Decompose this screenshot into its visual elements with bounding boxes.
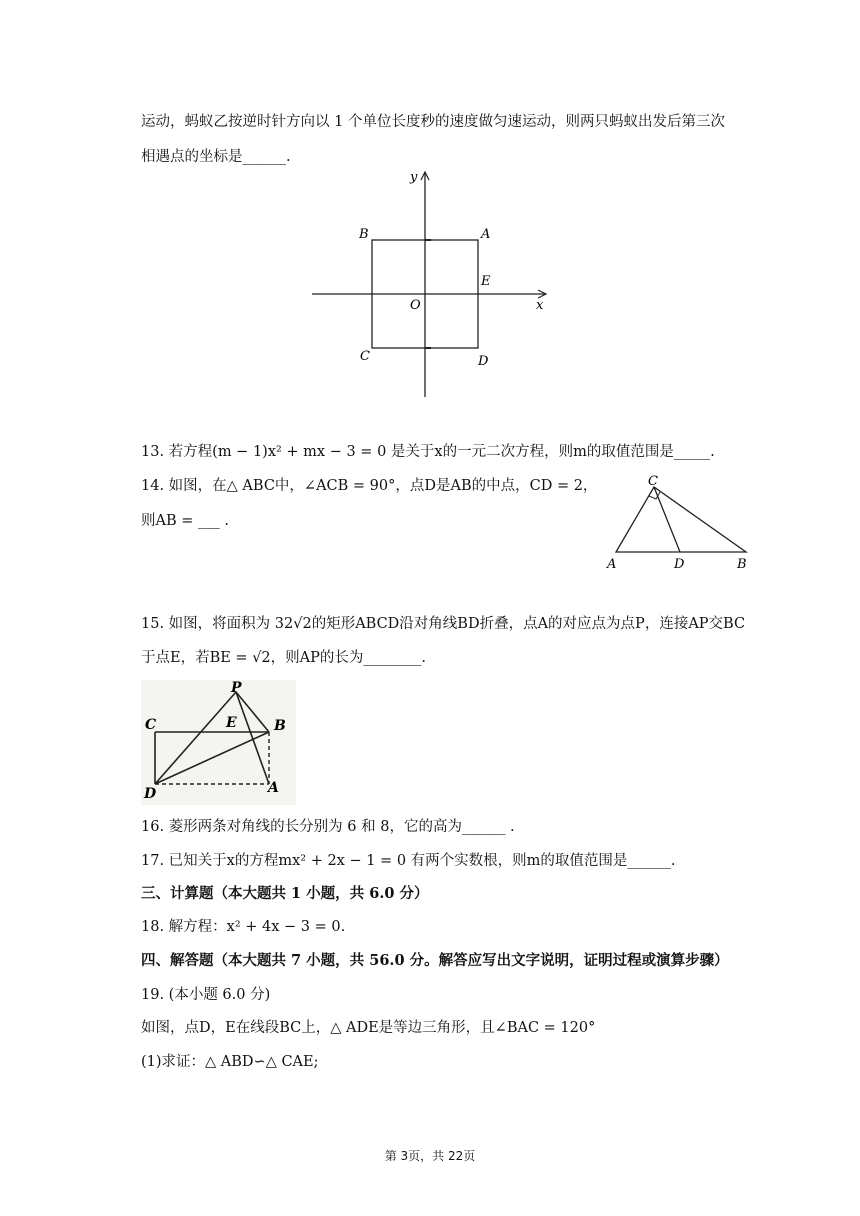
label-d: D: [674, 557, 685, 572]
question-19-part1: (1)求证：△ ABD∽△ CAE;: [141, 1054, 319, 1070]
question-14-cont: 则AB = ___ .: [141, 513, 229, 529]
page-footer: 第 3页，共 22页: [384, 1149, 476, 1163]
triangle-figure: [600, 475, 760, 575]
label-e: E: [226, 715, 237, 731]
question-17: 17. 已知关于x的方程mx² + 2x − 1 = 0 有两个实数根，则m的取值范围是______.: [141, 853, 676, 869]
label-b: B: [737, 557, 747, 572]
label-a: A: [607, 557, 617, 572]
question-18: 18. 解方程：x² + 4x − 3 = 0.: [141, 919, 346, 935]
label-p: P: [231, 680, 242, 696]
label-c: C: [648, 475, 658, 489]
label-b: B: [359, 227, 369, 242]
question-14: 14. 如图，在△ ABC中，∠ACB = 90°，点D是AB的中点，CD = 2，: [141, 478, 598, 494]
section-heading: 三、计算题（本大题共 1 小题，共 6.0 分）: [141, 885, 429, 902]
question-16: 16. 菱形两条对角线的长分别为 6 和 8，它的高为______ .: [141, 819, 515, 835]
label-c: C: [360, 349, 370, 364]
question-19-body: 如图，点D，E在线段BC上，△ ADE是等边三角形，且∠BAC = 120°: [141, 1020, 596, 1036]
fold-figure: [141, 680, 296, 805]
label-d: D: [478, 354, 489, 369]
label-c: C: [145, 717, 157, 733]
text-line: 运动，蚂蚁乙按逆时针方向以 1 个单位长度秒的速度做匀速运动，则两只蚂蚁出发后第三次: [141, 114, 725, 130]
label-a: A: [268, 780, 279, 796]
label-d: D: [144, 786, 157, 802]
label-x: x: [536, 298, 544, 313]
label-b: B: [274, 718, 286, 734]
question-15-cont: 于点E，若BE = √2，则AP的长为________.: [141, 650, 426, 666]
section-heading: 四、解答题（本大题共 7 小题，共 56.0 分。解答应写出文字说明，证明过程或演算步骤）: [141, 952, 729, 969]
question-13: 13. 若方程(m − 1)x² + mx − 3 = 0 是关于x的一元二次方程，则m的取值范围是_____.: [141, 444, 715, 460]
question-19: 19. (本小题 6.0 分): [141, 987, 271, 1003]
question-15: 15. 如图，将面积为 32√2的矩形ABCD沿对角线BD折叠，点A的对应点为点P，连接AP交BC: [141, 616, 746, 632]
label-e: E: [481, 274, 491, 289]
label-y: y: [410, 170, 418, 185]
label-a: A: [481, 227, 491, 242]
coordinate-figure: [300, 165, 560, 405]
text-line: 相遇点的坐标是______.: [141, 149, 291, 165]
label-o: O: [410, 298, 421, 313]
